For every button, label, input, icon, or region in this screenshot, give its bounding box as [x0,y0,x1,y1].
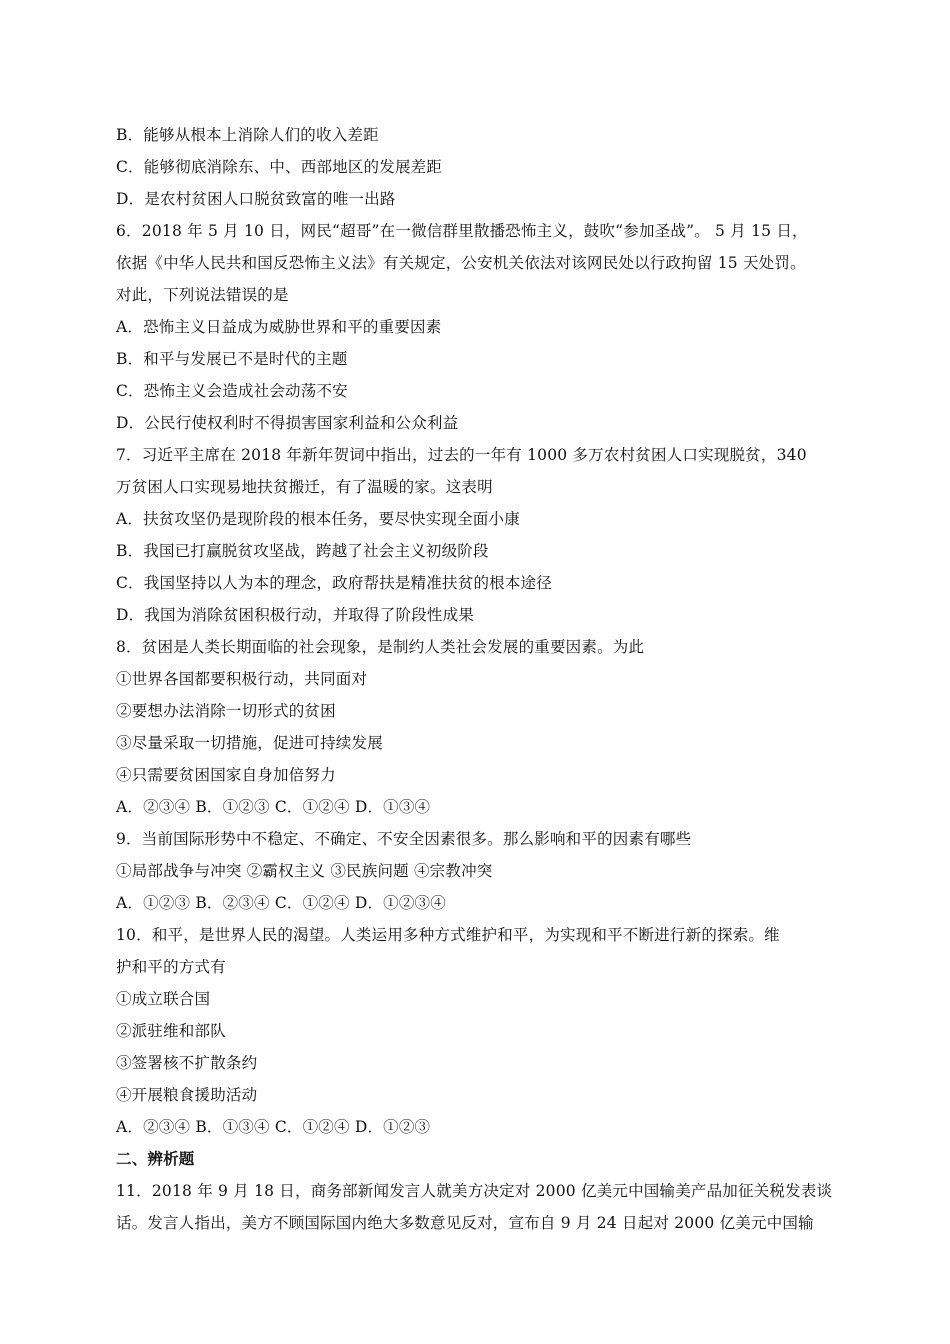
answer-option-line: D．公民行使权利时不得损害国家利益和公众利益 [116,414,459,432]
answer-option-line: B．和平与发展已不是时代的主题 [116,350,348,368]
question-text-line: 对此，下列说法错误的是 [116,286,289,304]
document-body [116,119,846,1239]
statement-item-line: ④只需要贫困国家自身加倍努力 [116,766,336,784]
question-text-line: 9．当前国际形势中不稳定、不确定、不安全因素很多。那么影响和平的因素有哪些 [116,830,692,848]
answer-option-line: C．恐怖主义会造成社会动荡不安 [116,382,348,400]
answer-option-line: C．能够彻底消除东、中、西部地区的发展差距 [116,158,443,176]
question-text-line: 8．贫困是人类长期面临的社会现象，是制约人类社会发展的重要因素。为此 [116,638,645,656]
answer-option-line: C．我国坚持以人为本的理念，政府帮扶是精准扶贫的根本途径 [116,574,552,592]
answer-option-line: B．我国已打赢脱贫攻坚战，跨越了社会主义初级阶段 [116,542,489,560]
statement-item-line: ①成立联合国 [116,990,211,1008]
question-text-line: 7．习近平主席在 2018 年新年贺词中指出，过去的一年有 1000 多万农村贫困人口实现脱贫，340 [116,446,807,464]
answer-option-line: A．扶贫攻坚仍是现阶段的根本任务，要尽快实现全面小康 [116,510,520,528]
answer-option-line: A．②③④ B．①②③ C．①②④ D．①③④ [116,798,431,816]
answer-option-line: A．①②③ B．②③④ C．①②④ D．①②③④ [116,894,446,912]
statement-item-line: ③尽量采取一切措施，促进可持续发展 [116,734,383,752]
answer-option-line: B．能够从根本上消除人们的收入差距 [116,126,379,144]
statement-item-line: ①局部战争与冲突 ②霸权主义 ③民族问题 ④宗教冲突 [116,862,493,880]
answer-option-line: A．②③④ B．①③④ C．①②④ D．①②③ [116,1118,431,1136]
statement-item-line: ②派驻维和部队 [116,1022,226,1040]
question-text-line: 万贫困人口实现易地扶贫搬迁，有了温暖的家。这表明 [116,478,493,496]
answer-option-line: D．我国为消除贫困积极行动，并取得了阶段性成果 [116,606,475,624]
answer-option-line: D．是农村贫困人口脱贫致富的唯一出路 [116,190,396,208]
statement-item-line: ④开展粮食援助活动 [116,1086,258,1104]
question-text-line: 话。发言人指出，美方不顾国际国内绝大多数意见反对，宣布自 9 月 24 日起对 2000 亿美元中国输 [116,1214,814,1232]
question-text-line: 护和平的方式有 [116,958,226,976]
question-text-line: 6．2018 年 5 月 10 日，网民“超哥”在一微信群里散播恐怖主义，鼓吹“参加圣战”。 5 月 15 日， [116,222,808,240]
answer-option-line: A．恐怖主义日益成为威胁世界和平的重要因素 [116,318,442,336]
question-text-line: 11．2018 年 9 月 18 日，商务部新闻发言人就美方决定对 2000 亿美元中国输美产品加征关税发表谈 [116,1182,833,1200]
section-heading: 二、辨析题 [116,1150,195,1168]
statement-item-line: ②要想办法消除一切形式的贫困 [116,702,336,720]
statement-item-line: ①世界各国都要积极行动，共同面对 [116,670,368,688]
statement-item-line: ③签署核不扩散条约 [116,1054,258,1072]
question-text-line: 10．和平，是世界人民的渴望。人类运用多种方式维护和平，为实现和平不断进行新的探索。维 [116,926,780,944]
question-text-line: 依据《中华人民共和国反恐怖主义法》有关规定，公安机关依法对该网民处以行政拘留 15 天处罚。 [116,254,806,272]
